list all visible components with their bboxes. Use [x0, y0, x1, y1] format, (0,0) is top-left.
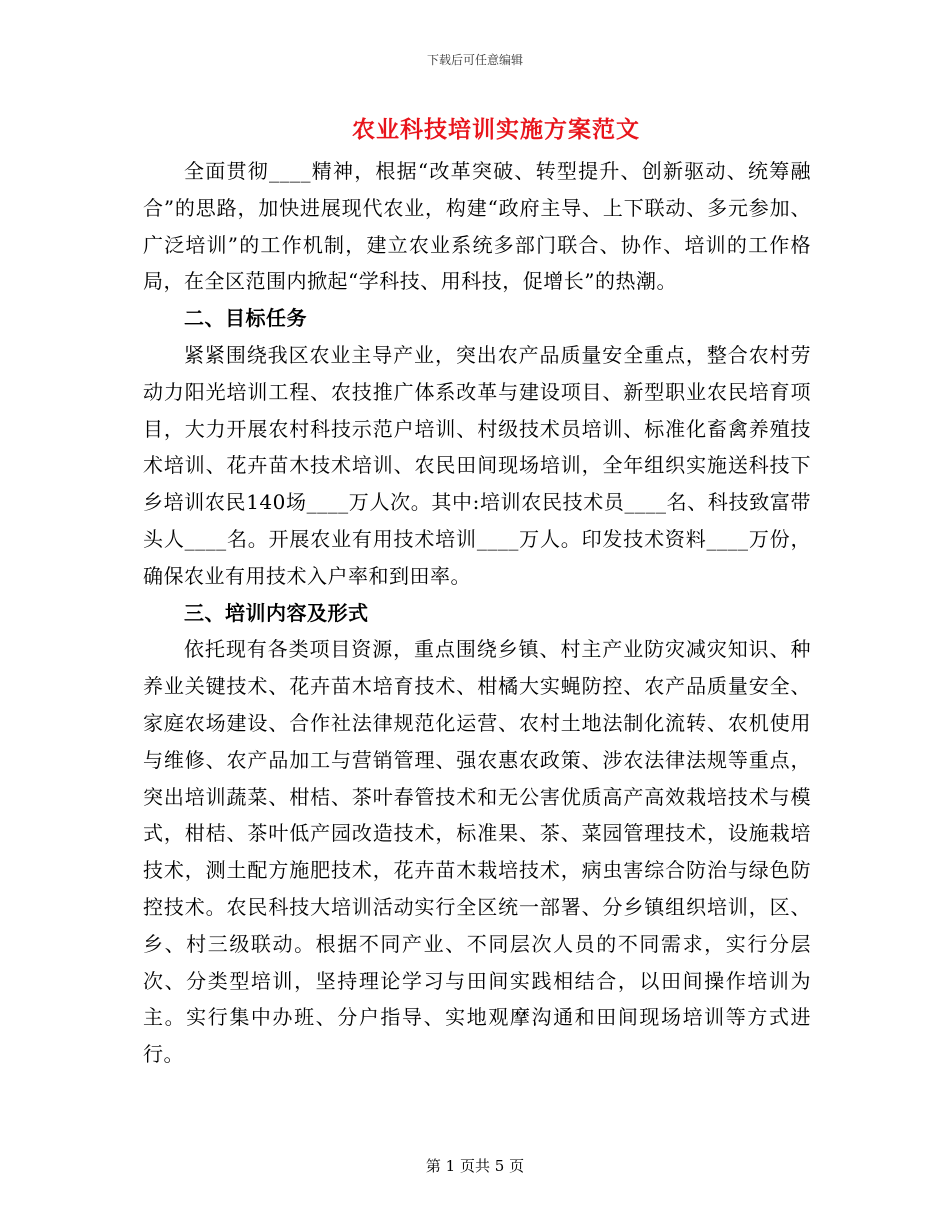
intro-paragraph: 全面贯彻____精神，根据“改革突破、转型提升、创新驱动、统筹融合”的思路，加快进展现代农业，构建“政府主导、上下联动、多元参加、广泛培训”的工作机制，建立农业系统多部门联合、协作、培训的工作格局，在全区范围内掀起“学科技、用科技，促增长”的热潮。 — [143, 159, 811, 294]
goals-paragraph: 紧紧围绕我区农业主导产业，突出农产品质量安全重点，整合农村劳动力阳光培训工程、农技推广体系改革与建设项目、新型职业农民培育项目，大力开展农村科技示范户培训、村级技术员培训、标准化畜禽养殖技术培训、花卉苗木技术培训、农民田间现场培训，全年组织实施送科技下乡培训农民140场____万人次。其中:培训农民技术员____名、科技致富带头人____名。开展农业有用技术培训____万人。印发技术资料____万份，确保农业有用技术入户率和到田率。 — [143, 342, 811, 588]
document-title: 农业科技培训实施方案范文 — [352, 116, 640, 143]
section-heading-goals: 二、目标任务 — [184, 306, 307, 331]
page-header: 下载后可任意编辑 — [426, 53, 523, 67]
section-heading-content-form: 三、培训内容及形式 — [184, 600, 369, 625]
content-form-paragraph: 依托现有各类项目资源，重点围绕乡镇、村主产业防灾减灾知识、种养业关键技术、花卉苗木培育技术、柑橘大实蝇防控、农产品质量安全、家庭农场建设、合作社法律规范化运营、农村土地法制化流转、农机使用与维修、农产品加工与营销管理、强农惠农政策、涉农法律法规等重点，突出培训蔬菜、柑桔、茶叶春管技术和无公害优质高产高效栽培技术与模式，柑桔、茶叶低产园改造技术，标准果、茶、菜园管理技术，设施栽培技术，测土配方施肥技术，花卉苗木栽培技术，病虫害综合防治与绿色防控技术。农民科技大培训活动实行全区统一部署、分乡镇组织培训，区、乡、村三级联动。根据不同产业、不同层次人员的不同需求，实行分层次、分类型培训，坚持理论学习与田间实践相结合，以田间操作培训为主。实行集中办班、分户指导、实地观摩沟通和田间现场培训等方式进行。 — [143, 637, 811, 1067]
page-number: 第 1 页共 5 页 — [425, 1157, 525, 1175]
document-body — [143, 153, 811, 1073]
